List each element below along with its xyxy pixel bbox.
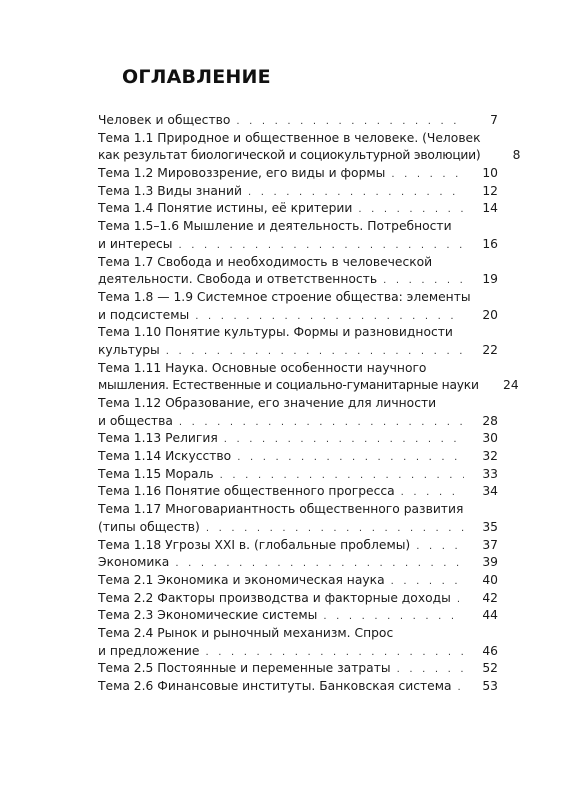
toc-entry-row — [98, 271, 498, 289]
toc-entry-title-line: Тема 1.4 Понятие истины, её критерии — [98, 201, 353, 216]
toc-entry-title-line: Тема 2.5 Постоянные и переменные затраты — [98, 661, 391, 676]
toc-entry-row — [98, 554, 498, 572]
toc-entry-title-line: Тема 1.16 Понятие общественного прогресса — [98, 484, 395, 499]
toc-entry-title-line: и предложение — [98, 643, 200, 658]
toc-page-number: 32 — [482, 449, 498, 464]
toc-entry-row — [98, 448, 498, 466]
dot-leader — [358, 201, 464, 219]
dot-leader — [401, 484, 464, 502]
dot-leader — [383, 272, 464, 290]
toc-entry-title-line: Тема 2.6 Финансовые институты. Банковская система — [98, 679, 452, 693]
toc-entry-title-line: как результат биологической и социокультурной эволюции) — [98, 148, 481, 163]
dot-leader — [237, 449, 464, 467]
dot-leader — [391, 166, 464, 184]
toc-entry-title-line: Тема 1.13 Религия — [98, 431, 218, 446]
toc-entry[interactable] — [98, 590, 498, 608]
dot-leader — [458, 679, 464, 697]
toc-page-number: 44 — [482, 608, 498, 623]
toc-page-number: 52 — [482, 661, 498, 676]
toc-entry[interactable] — [98, 130, 521, 165]
toc-entry-title-line: деятельности. Свобода и ответственность — [98, 272, 378, 287]
toc-entry[interactable] — [98, 501, 498, 536]
toc-page-number: 30 — [482, 431, 498, 446]
dot-leader — [206, 520, 464, 538]
toc-entry-row — [98, 236, 498, 254]
toc-entry[interactable] — [98, 254, 498, 289]
toc-entry-title-line: Тема 1.11 Наука. Основные особенности научного — [98, 360, 427, 375]
toc-entry-row — [98, 112, 498, 130]
toc-entry[interactable] — [98, 537, 498, 555]
toc-entry[interactable] — [98, 112, 498, 130]
toc-page-number: 7 — [490, 113, 498, 127]
toc-entry[interactable] — [98, 360, 519, 395]
toc-entry-title-line: Тема 1.1 Природное и общественное в человеке. (Человек — [98, 130, 481, 145]
toc-entry-row — [98, 466, 498, 484]
toc-entry-title-line: Тема 2.2 Факторы производства и факторные доходы — [98, 590, 451, 605]
toc-page-number: 53 — [482, 679, 498, 693]
toc-entry[interactable] — [98, 678, 498, 696]
toc-entry-title-line: (типы обществ) — [98, 519, 200, 534]
toc-entry-row — [98, 147, 521, 165]
toc-entry[interactable] — [98, 289, 498, 324]
toc-page-number: 24 — [503, 378, 519, 393]
toc-entry-title-line: Тема 1.10 Понятие культуры. Формы и разновидности — [98, 325, 453, 340]
toc-entry-row — [98, 200, 498, 218]
dot-leader — [224, 431, 464, 449]
toc-entry-title-line: Тема 1.7 Свобода и необходимость в человеческой — [98, 254, 433, 269]
dot-leader — [195, 308, 464, 326]
toc-entry-title-line: Тема 2.3 Экономические системы — [98, 608, 318, 623]
toc-entry[interactable] — [98, 430, 498, 448]
toc-entry-row — [98, 342, 498, 360]
dot-leader — [175, 555, 464, 573]
toc-entry[interactable] — [98, 183, 498, 201]
toc-entry-title-line: мышления. Естественные и социально-гуманитарные науки — [98, 378, 479, 393]
toc-entry[interactable] — [98, 625, 498, 660]
dot-leader — [205, 644, 464, 662]
toc-page-number: 22 — [482, 342, 498, 357]
toc-entry[interactable] — [98, 483, 498, 501]
toc-entry-title-line: Тема 1.14 Искусство — [98, 449, 232, 464]
toc-entry[interactable] — [98, 660, 498, 678]
dot-leader — [457, 591, 464, 609]
toc-entry-title-line: Тема 1.8 — 1.9 Системное строение общества: элементы — [98, 289, 471, 304]
toc-entry-title-line: и подсистемы — [98, 307, 190, 322]
toc-page-number: 39 — [482, 555, 498, 570]
toc-entry-row — [98, 430, 498, 448]
toc-entry-row — [98, 165, 498, 183]
toc-entry-row — [98, 519, 498, 537]
dot-leader — [323, 608, 464, 626]
dot-leader — [236, 113, 464, 131]
dot-leader — [391, 573, 464, 591]
toc-entry[interactable] — [98, 448, 498, 466]
toc-page-number: 37 — [482, 537, 498, 552]
toc-entry-title-line: и интересы — [98, 236, 173, 251]
page-title: ОГЛАВЛЕНИЕ — [122, 66, 271, 88]
toc-entry-row — [98, 607, 498, 625]
dot-leader — [179, 414, 464, 432]
toc-entry-title-line: Человек и общество — [98, 113, 231, 127]
toc-entry-row — [98, 413, 498, 431]
toc-entry[interactable] — [98, 572, 498, 590]
toc-entry-title-line: Тема 1.12 Образование, его значение для личности — [98, 396, 437, 410]
toc-page-number: 33 — [482, 466, 498, 481]
toc-page-number: 46 — [482, 643, 498, 658]
toc-entry-title-line: Тема 1.5–1.6 Мышление и деятельность. Потребности — [98, 219, 452, 234]
toc-entry-title-line: и общества — [98, 413, 173, 428]
toc-page-number: 40 — [482, 572, 498, 587]
toc-page-number: 28 — [482, 413, 498, 428]
toc-page-number: 19 — [482, 272, 498, 287]
toc-entry-title-line: Тема 1.3 Виды знаний — [98, 183, 242, 198]
toc-entry-title-line: Тема 1.15 Мораль — [98, 466, 214, 481]
toc-entry-title-line: Тема 2.1 Экономика и экономическая наука — [98, 572, 385, 587]
toc-entry-row — [98, 572, 498, 590]
toc-entry-row — [98, 643, 498, 661]
toc-entry[interactable] — [98, 607, 498, 625]
toc-entry[interactable] — [98, 554, 498, 572]
toc-entry-row — [98, 678, 498, 696]
toc-entry-row — [98, 537, 498, 555]
toc-entry-title-line: Тема 1.17 Многовариантность общественного развития — [98, 502, 464, 517]
toc-entry[interactable] — [98, 165, 498, 183]
dot-leader — [416, 538, 464, 556]
dot-leader — [179, 237, 464, 255]
toc-page-number: 12 — [482, 183, 498, 198]
toc-entry-row — [98, 307, 498, 325]
toc-entry-row — [98, 377, 519, 395]
toc-page-number: 35 — [482, 519, 498, 534]
toc-entry-row — [98, 660, 498, 678]
toc-entry[interactable] — [98, 218, 498, 253]
toc-entry[interactable] — [98, 395, 498, 430]
toc-entry-title-line: Экономика — [98, 555, 170, 570]
toc-page-number: 42 — [482, 590, 498, 605]
toc-entry-title-line: Тема 2.4 Рынок и рыночный механизм. Спрос — [98, 625, 394, 640]
toc-page-number: 16 — [482, 236, 498, 251]
toc-entry-title-line: Тема 1.18 Угрозы XXI в. (глобальные проблемы) — [98, 537, 411, 552]
toc-entry-title-line: культуры — [98, 342, 160, 357]
table-of-contents — [98, 112, 521, 696]
toc-entry-row — [98, 483, 498, 501]
dot-leader — [397, 661, 464, 679]
toc-entry[interactable] — [98, 200, 498, 218]
toc-entry-row — [98, 183, 498, 201]
toc-page-number: 14 — [482, 201, 498, 216]
toc-page-number: 8 — [512, 148, 521, 163]
toc-entry-title-line: Тема 1.2 Мировоззрение, его виды и формы — [98, 166, 386, 181]
toc-page-number: 34 — [482, 484, 498, 499]
toc-entry[interactable] — [98, 324, 498, 359]
toc-page-number: 20 — [482, 307, 498, 322]
toc-page-number: 10 — [482, 166, 498, 181]
dot-leader — [166, 343, 464, 361]
toc-entry-row — [98, 590, 498, 608]
dot-leader — [220, 467, 464, 485]
dot-leader — [248, 184, 464, 202]
toc-entry[interactable] — [98, 466, 498, 484]
